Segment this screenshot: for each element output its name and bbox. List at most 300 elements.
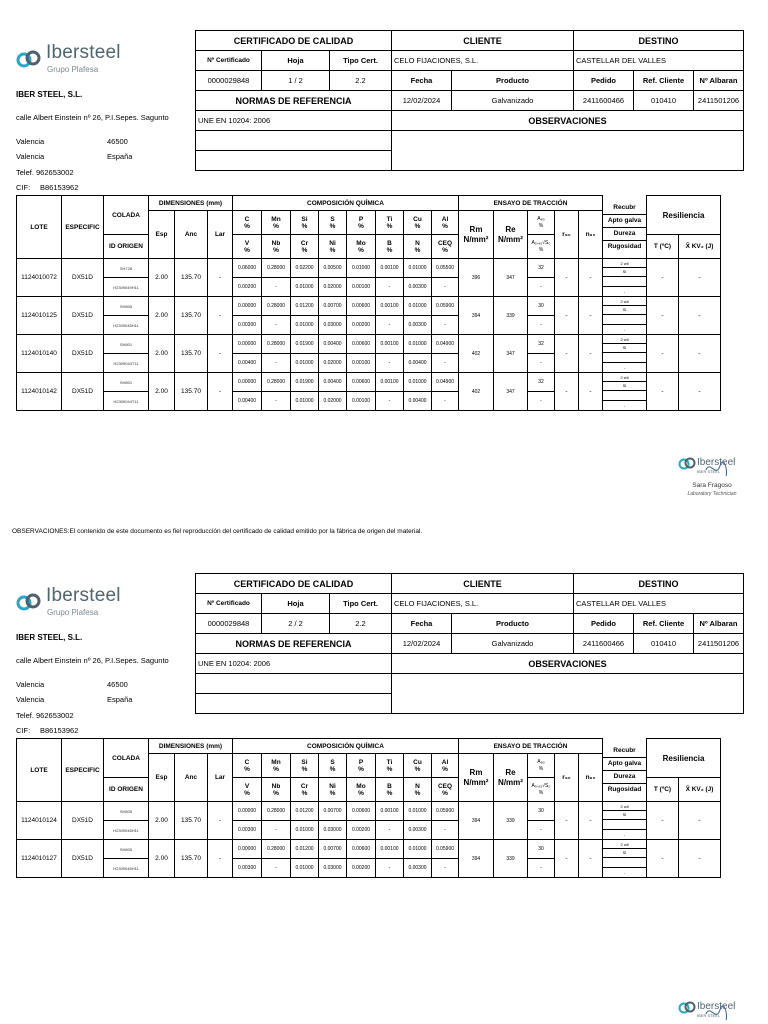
observaciones-note: OBSERVACIONES:El contenido de este documento es fiel reproducción del certificado de calidad emitido por la fábrica de origen del material. (12, 528, 423, 535)
chem-value-cell: 0.00200 (347, 859, 376, 878)
dureza-value (603, 391, 646, 401)
chem-value-cell: - (376, 392, 404, 411)
rm-label: Rm (469, 767, 483, 777)
dureza-value (603, 858, 646, 868)
apto-value: SI (603, 849, 646, 858)
esp-cell: 2.00 (149, 297, 175, 335)
recubr-column (603, 196, 647, 259)
client-name: CELO FIJACIONES, S.L. (392, 51, 574, 71)
resiliencia-header: Resiliencia (647, 196, 721, 235)
observaciones-box (392, 674, 744, 714)
chem-unit: % (386, 789, 393, 797)
rm-unit: N/mm² (463, 234, 489, 244)
chem-value-cell: 0.28000 (262, 335, 291, 354)
composicion-header: COMPOSICIÓN QUÍMICA (233, 196, 459, 211)
temp-header: T (ºC) (647, 778, 679, 802)
spec-cell: DX51D (62, 297, 104, 335)
chem-unit: % (329, 765, 336, 773)
n90-cell: - (579, 802, 603, 840)
chem-symbol: Cr (300, 239, 309, 247)
origen-cell: H2309048H11 (104, 316, 149, 335)
temp-cell: - (647, 259, 679, 297)
chem-value-cell: 0.00400 (404, 354, 432, 373)
chem-value-cell: 0.00300 (404, 278, 432, 297)
observaciones-title: OBSERVACIONES (392, 654, 744, 674)
lar-cell: - (208, 840, 233, 878)
rm-cell: 396 (459, 259, 494, 297)
chem-unit: % (244, 765, 250, 773)
dureza-value (603, 820, 646, 830)
dureza-header: Dureza (603, 771, 646, 784)
chem-symbol: B (387, 239, 392, 247)
anc-cell: 135.70 (175, 335, 208, 373)
quality-data-table (16, 195, 721, 411)
chem-unit: % (358, 222, 364, 230)
apto-value: SI (603, 344, 646, 353)
chem-value-cell: 0.01200 (291, 802, 319, 821)
lote-cell: 1124010124 (17, 802, 62, 840)
chem-unit: % (386, 765, 393, 773)
a80-header (528, 754, 555, 778)
chem-header-si (291, 754, 319, 778)
chem-symbol: S (330, 215, 335, 223)
chem-value-cell: 0.28000 (262, 840, 291, 859)
chem-header-c (233, 211, 262, 235)
dest-title: DESTINO (574, 574, 744, 594)
brand-sub: Grupo Plafesa (47, 65, 99, 74)
ref-cliente-value: 010410 (634, 91, 694, 111)
chem-header-al (432, 754, 459, 778)
a-alt-cell: - (528, 392, 555, 411)
chem-symbol: Cr (300, 782, 309, 790)
tipo-label: Tipo Cert. (330, 51, 392, 71)
rm-unit: N/mm² (463, 777, 489, 787)
lote-cell: 1124010125 (17, 297, 62, 335)
normas-title: NORMAS DE REFERENCIA (196, 634, 392, 654)
chem-value-cell: 0.00100 (347, 392, 376, 411)
company-phone: Telef. 962653002 (16, 168, 74, 177)
chem-header-s (319, 754, 347, 778)
chem-value-cell: 0.00700 (319, 802, 347, 821)
chem-value-cell: - (432, 316, 459, 335)
chem-value-cell: 0.28000 (262, 373, 291, 392)
rm-label: Rm (469, 224, 483, 234)
chem-value-cell: 0.00300 (233, 316, 262, 335)
company-country: España (107, 695, 133, 704)
chem-symbol: Ni (329, 239, 336, 247)
ncert-label: Nº Certificado (196, 594, 262, 614)
re-unit: N/mm² (498, 234, 523, 244)
chem-symbol: C (244, 758, 250, 766)
chem-header-ni (319, 235, 347, 259)
origen-cell: H2309044T11 (104, 392, 149, 411)
company-name: IBER STEEL, S.L. (16, 90, 83, 99)
rm-header (459, 211, 494, 259)
chem-header-si (291, 211, 319, 235)
chem-symbol: CEQ (437, 782, 453, 790)
lar-header: Lar (208, 211, 233, 259)
colada-cell: SH805 (104, 297, 149, 316)
re-header (494, 754, 528, 802)
chem-value-cell: 0.01900 (291, 373, 319, 392)
chem-unit: % (329, 789, 336, 797)
chem-value-cell: 0.04900 (432, 335, 459, 354)
dureza-value (603, 277, 646, 287)
signature-small: IBER STEEL (697, 1013, 721, 1018)
chem-symbol: Al (441, 215, 449, 223)
r90-header: r₉₀ (555, 754, 579, 802)
chem-header-c (233, 754, 262, 778)
signature-stamp (676, 996, 748, 1024)
brand-name: Ibersteel (46, 42, 121, 63)
esp-header: Esp (149, 754, 175, 802)
rm-cell: 394 (459, 840, 494, 878)
chem-value-cell: 0.01000 (291, 859, 319, 878)
spec-cell: DX51D (62, 335, 104, 373)
rm-cell: 394 (459, 802, 494, 840)
recubr-column (603, 739, 647, 802)
chem-value-cell: 0.00600 (347, 840, 376, 859)
chem-symbol: V (244, 239, 250, 247)
table-row (17, 373, 721, 392)
chem-value-cell: 0.00300 (404, 859, 432, 878)
kv-cell: - (679, 297, 721, 335)
rugosidad-value: - (623, 831, 626, 837)
anc-cell: 135.70 (175, 840, 208, 878)
rm-cell: 402 (459, 335, 494, 373)
chem-unit: % (273, 765, 279, 773)
chem-value-cell: - (262, 859, 291, 878)
chem-value-cell: 0.01000 (291, 354, 319, 373)
n90-header: n₉₀ (579, 754, 603, 802)
chem-unit: % (301, 222, 308, 230)
company-name: IBER STEEL, S.L. (16, 633, 83, 642)
chem-value-cell: 0.01000 (404, 335, 432, 354)
signature-name: Sara Fragoso (692, 482, 732, 489)
chem-value-cell: - (432, 354, 459, 373)
chem-unit: % (301, 789, 308, 797)
pedido-label: Pedido (574, 614, 634, 634)
signature-stamp (676, 452, 748, 512)
apto-value: SI (603, 306, 646, 315)
chem-header-ti (376, 211, 404, 235)
client-name: CELO FIJACIONES, S.L. (392, 594, 574, 614)
kv-header: X̄ KV₂ (J) (679, 235, 721, 259)
chem-unit: % (386, 222, 393, 230)
origen-cell: H2309044T11 (104, 354, 149, 373)
norma-value: UNE EN 10204: 2006 (196, 111, 392, 131)
chem-header-ti (376, 754, 404, 778)
anc-header: Anc (175, 754, 208, 802)
chem-value-cell: 0.01200 (291, 297, 319, 316)
esp-cell: 2.00 (149, 802, 175, 840)
chem-unit: % (414, 246, 421, 254)
recubr-cell (603, 297, 647, 335)
temp-cell: - (647, 335, 679, 373)
chem-value-cell: 0.02000 (319, 354, 347, 373)
signature-small: IBER STEEL (697, 469, 721, 474)
kv-header: X̄ KV₂ (J) (679, 778, 721, 802)
chem-header-mo (347, 235, 376, 259)
re-cell: 339 (494, 840, 528, 878)
esp-header: Esp (149, 211, 175, 259)
chem-value-cell: 0.00600 (347, 373, 376, 392)
n90-cell: - (579, 840, 603, 878)
table-row (17, 840, 721, 859)
chem-value-cell: 0.00200 (347, 316, 376, 335)
chem-value-cell: 0.06000 (233, 259, 262, 278)
chem-unit: % (442, 789, 448, 797)
kv-cell: - (679, 335, 721, 373)
chem-header-cr (291, 235, 319, 259)
chem-symbol: Ti (386, 215, 393, 223)
chem-value-cell: 0.00000 (233, 335, 262, 354)
r90-header: r₉₀ (555, 211, 579, 259)
certificate-header-table (195, 30, 744, 171)
dureza-value (603, 315, 646, 325)
chem-unit: % (414, 765, 421, 773)
chem-header-p (347, 754, 376, 778)
a-alt-header (528, 235, 555, 259)
chem-value-cell: 0.05900 (432, 840, 459, 859)
chem-header-b (376, 235, 404, 259)
chem-header-cu (404, 211, 432, 235)
hoja-value: 2 / 2 (262, 614, 330, 634)
temp-cell: - (647, 802, 679, 840)
chem-header-cu (404, 754, 432, 778)
origen-cell: H2309048H11 (104, 821, 149, 840)
chem-value-cell: 0.00600 (347, 335, 376, 354)
chem-value-cell: 0.01900 (291, 335, 319, 354)
lar-cell: - (208, 373, 233, 411)
recubr-value: 2 wil (603, 336, 646, 344)
recubr-value: 2 wil (603, 260, 646, 268)
rm-cell: 402 (459, 373, 494, 411)
destination: CASTELLAR DEL VALLES (574, 594, 744, 614)
dest-title: DESTINO (574, 31, 744, 51)
chem-value-cell: 0.02000 (319, 278, 347, 297)
chem-value-cell: 0.00600 (347, 802, 376, 821)
temp-cell: - (647, 373, 679, 411)
chem-value-cell: - (376, 354, 404, 373)
hoja-value: 1 / 2 (262, 71, 330, 91)
anc-header: Anc (175, 211, 208, 259)
cert-title: CERTIFICADO DE CALIDAD (196, 574, 392, 594)
chem-header-mn (262, 754, 291, 778)
chem-symbol: P (358, 215, 364, 223)
recubr-cell (603, 259, 647, 297)
chem-value-cell: 0.00400 (319, 335, 347, 354)
r90-cell: - (555, 297, 579, 335)
apto-header: Apto galva (603, 215, 646, 228)
recubr-cell (603, 840, 647, 878)
chem-value-cell: 0.00000 (233, 802, 262, 821)
rugosidad-value: - (623, 326, 626, 332)
chem-header-p (347, 211, 376, 235)
kv-cell: - (679, 259, 721, 297)
a80-unit: % (538, 765, 544, 772)
company-logo (16, 585, 126, 621)
temp-cell: - (647, 297, 679, 335)
rugosidad-value: - (623, 402, 626, 408)
chem-symbol: P (358, 758, 364, 766)
brand-sub: Grupo Plafesa (47, 608, 99, 617)
esp-cell: 2.00 (149, 840, 175, 878)
rm-cell: 394 (459, 297, 494, 335)
signature-brand: Ibersteel (697, 457, 736, 468)
company-zip: 46500 (107, 137, 128, 146)
ncert-value: 0000029848 (196, 71, 262, 91)
chem-symbol: Mo (356, 782, 366, 790)
chem-symbol: Nb (271, 782, 281, 790)
r90-cell: - (555, 335, 579, 373)
company-address: calle Albert Einstein nº 26, P.I.Sepes. Sagunto (16, 656, 169, 665)
chem-value-cell: - (376, 821, 404, 840)
a80-header (528, 211, 555, 235)
chem-value-cell: 0.01000 (404, 840, 432, 859)
company-cif-label: CIF: (16, 726, 31, 735)
chem-unit: % (442, 765, 448, 773)
chem-value-cell: 0.00100 (376, 335, 404, 354)
ncert-label: Nº Certificado (196, 51, 262, 71)
re-cell: 339 (494, 802, 528, 840)
recubr-header: Recubr (603, 201, 646, 215)
chem-header-v (233, 778, 262, 802)
ncert-value: 0000029848 (196, 614, 262, 634)
n90-header: n₉₀ (579, 211, 603, 259)
chem-header-mo (347, 778, 376, 802)
apto-value: SI (603, 268, 646, 277)
ibersteel-logo-icon (16, 591, 42, 613)
chem-value-cell: 0.00100 (347, 354, 376, 373)
chem-value-cell: - (262, 354, 291, 373)
chem-header-al (432, 211, 459, 235)
anc-cell: 135.70 (175, 373, 208, 411)
chem-symbol: N (415, 782, 420, 790)
table-row (17, 802, 721, 821)
chem-header-mn (262, 211, 291, 235)
quality-data-table (16, 738, 721, 878)
chem-value-cell: 0.00400 (319, 373, 347, 392)
chem-value-cell: 0.00100 (376, 297, 404, 316)
ibersteel-logo-icon (16, 48, 42, 70)
chem-unit: % (442, 246, 448, 254)
chem-value-cell: 0.01000 (291, 278, 319, 297)
ensayo-header: ENSAYO DE TRACCIÓN (459, 739, 603, 754)
observaciones-box (392, 131, 744, 171)
chem-value-cell: 0.28000 (262, 802, 291, 821)
chem-value-cell: 0.01000 (404, 297, 432, 316)
recubr-value: 2 wil (603, 803, 646, 811)
rm-header (459, 754, 494, 802)
chem-value-cell: 0.03000 (319, 316, 347, 335)
pedido-value: 2411600466 (574, 634, 634, 654)
id-origen-header: ID ORIGEN (104, 235, 149, 259)
producto-value: Galvanizado (452, 91, 574, 111)
recubr-cell (603, 802, 647, 840)
recubr-cell (603, 335, 647, 373)
chem-value-cell: 0.00000 (233, 297, 262, 316)
chem-value-cell: 0.00300 (404, 821, 432, 840)
a80-cell: 30 (528, 802, 555, 821)
especific-header: ESPECIFIC (62, 739, 104, 802)
chem-value-cell: - (262, 316, 291, 335)
re-cell: 347 (494, 373, 528, 411)
albaran-label: Nº Albaran (694, 614, 744, 634)
company-province: Valencia (16, 695, 45, 704)
company-cif-label: CIF: (16, 183, 31, 192)
chem-value-cell: 0.00300 (233, 859, 262, 878)
a-alt-cell: - (528, 316, 555, 335)
chem-value-cell: 0.00000 (233, 373, 262, 392)
a-alt-label: A₅.₆₅√S₀ (531, 782, 551, 789)
colada-cell: SH801 (104, 335, 149, 354)
chem-value-cell: - (432, 821, 459, 840)
chem-value-cell: 0.04900 (432, 373, 459, 392)
rugosidad-value: - (623, 288, 626, 294)
n90-cell: - (579, 335, 603, 373)
company-city: Valencia (16, 680, 45, 689)
spec-cell: DX51D (62, 840, 104, 878)
recubr-header: Recubr (603, 744, 646, 758)
rugosidad-value: - (623, 869, 626, 875)
chem-unit: % (301, 765, 308, 773)
client-title: CLIENTE (392, 574, 574, 594)
ref-cliente-label: Ref. Cliente (634, 71, 694, 91)
producto-label: Producto (452, 71, 574, 91)
albaran-value: 2411501206 (694, 91, 744, 111)
a-alt-unit: % (538, 246, 544, 253)
a80-cell: 32 (528, 259, 555, 278)
chem-value-cell: 0.28000 (262, 297, 291, 316)
chem-value-cell: 0.00200 (347, 821, 376, 840)
chem-value-cell: 0.05900 (432, 802, 459, 821)
chem-header-b (376, 778, 404, 802)
chem-value-cell: 0.02000 (319, 392, 347, 411)
cert-title: CERTIFICADO DE CALIDAD (196, 31, 392, 51)
fecha-value: 12/02/2024 (392, 91, 452, 111)
a80-cell: 30 (528, 840, 555, 859)
a-alt-header (528, 778, 555, 802)
tipo-value: 2.2 (330, 71, 392, 91)
re-cell: 347 (494, 335, 528, 373)
colada-cell: SH728 (104, 259, 149, 278)
re-label: Re (505, 224, 516, 234)
rugosidad-header: Rugosidad (607, 242, 642, 250)
company-city: Valencia (16, 137, 45, 146)
destination: CASTELLAR DEL VALLES (574, 51, 744, 71)
lote-header: LOTE (17, 739, 62, 802)
pedido-value: 2411600466 (574, 91, 634, 111)
r90-cell: - (555, 373, 579, 411)
chem-value-cell: 0.01000 (291, 316, 319, 335)
chem-unit: % (301, 246, 308, 254)
norma-blank (196, 674, 392, 694)
chem-value-cell: 0.00100 (376, 802, 404, 821)
apto-value: SI (603, 382, 646, 391)
norma-blank (196, 151, 392, 171)
chem-value-cell: 0.00300 (404, 316, 432, 335)
lote-cell: 1124010127 (17, 840, 62, 878)
a80-label: A₈₀ (537, 215, 545, 222)
lar-cell: - (208, 335, 233, 373)
chem-value-cell: - (432, 392, 459, 411)
pedido-label: Pedido (574, 71, 634, 91)
chem-value-cell: 0.01200 (291, 840, 319, 859)
chem-header-v (233, 235, 262, 259)
chem-value-cell: 0.01000 (404, 802, 432, 821)
chem-value-cell: 0.01000 (347, 259, 376, 278)
